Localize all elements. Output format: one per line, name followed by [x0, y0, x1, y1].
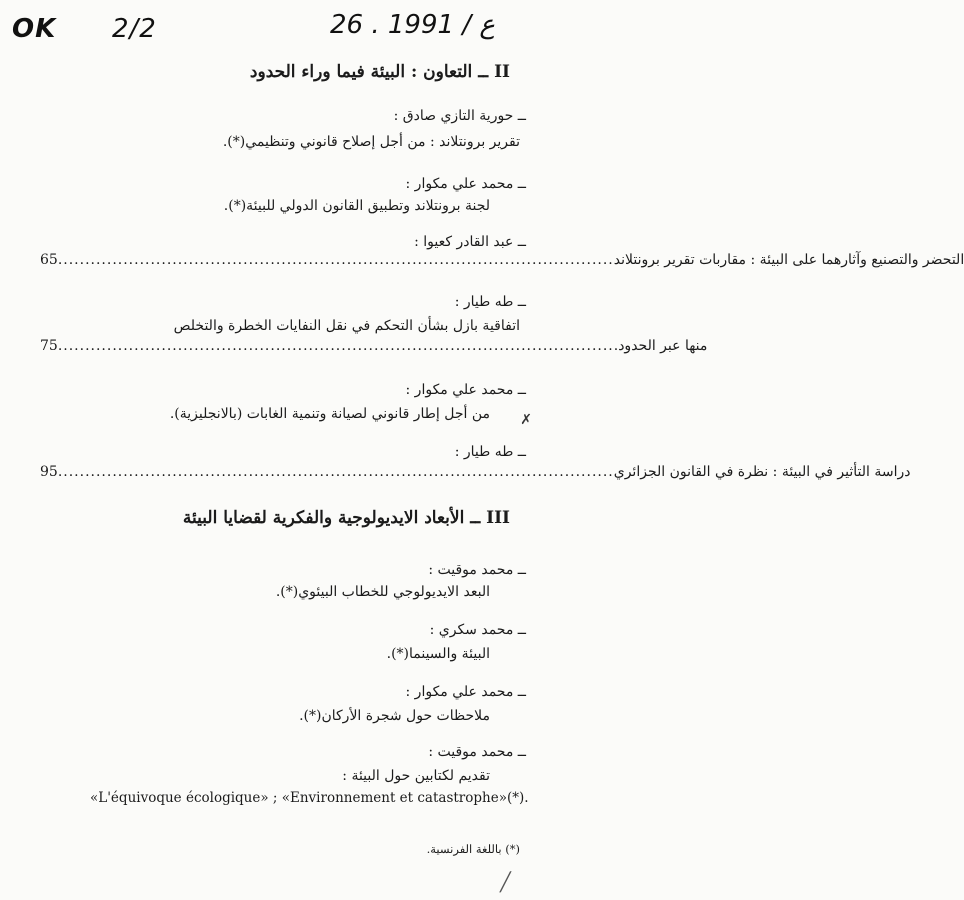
entry-author: ــ محمد موقيت : [428, 562, 526, 578]
toc-line [38, 464, 911, 486]
entry-author: ــ طه طيار : [454, 444, 526, 460]
entry-author: ــ محمد سكري : [429, 622, 526, 638]
handwritten-page-number: 2/2 [112, 14, 157, 44]
entry-author: ــ طه طيار : [454, 294, 526, 310]
page-number: 95 [40, 464, 58, 480]
page-number: 75 [40, 338, 58, 354]
dot-leader: ...................................................................................................... [57, 338, 614, 354]
pen-mark: ╱ [500, 872, 511, 893]
toc-line [38, 338, 708, 360]
entry-author: ــ حورية التازي صادق : [393, 108, 526, 124]
entry-author: ــ محمد موقيت : [428, 744, 526, 760]
handwritten-x-mark: ✗ [520, 412, 532, 428]
entry-title: البعد الايديولوجي للخطاب البيئوي(*). [275, 584, 490, 600]
entry-title: اتفاقية بازل بشأن التحكم في نقل النفايات الخطرة والتخلص [173, 318, 520, 334]
footnote: (*) باللغة الفرنسية. [426, 842, 520, 856]
entry-title: من أجل إطار قانوني لصيانة وتنمية الغابات (بالانجليزية). [169, 406, 490, 422]
entry-title: ملاحظات حول شجرة الأركان(*). [299, 708, 490, 724]
section-2-title: II ــ التعاون : البيئة فيما وراء الحدود [249, 62, 510, 82]
handwritten-ok: OK [12, 14, 57, 44]
entry-title: تقديم لكتابين حول البيئة : [342, 768, 490, 784]
entry-title: التحضر والتصنيع وآثارهما على البيئة : مقاربات تقرير برونتلاند [613, 252, 964, 268]
entry-title: البيئة والسينما(*). [386, 646, 490, 662]
entry-title: لجنة برونتلاند وتطبيق القانون الدولي للبيئة(*). [223, 198, 490, 214]
entry-title: دراسة التأثير في البيئة : نظرة في القانون الجزائري [613, 464, 911, 480]
page-number: 65 [40, 252, 58, 268]
entry-title-french: «L'équivoque écologique» ; «Environnement et catastrophe»(*). [90, 790, 529, 806]
handwritten-date: 26 . ع / 1991 [330, 10, 495, 40]
dot-leader: ...................................................................................................... [57, 464, 614, 480]
section-3-title: III ــ الأبعاد الايديولوجية والفكرية لقضايا البيئة [182, 508, 510, 528]
toc-line [38, 252, 964, 274]
entry-author: ــ محمد علي مكوار : [405, 684, 526, 700]
entry-title-continued: منها عبر الحدود. [613, 338, 708, 354]
dot-leader: ...................................................................................................... [57, 252, 614, 268]
entry-author: ــ محمد علي مكوار : [405, 176, 526, 192]
entry-author: ــ عبد القادر كعيوا : [414, 234, 526, 250]
entry-title: تقرير برونتلاند : من أجل إصلاح قانوني وتنظيمي(*). [222, 134, 520, 150]
entry-author: ــ محمد علي مكوار : [405, 382, 526, 398]
